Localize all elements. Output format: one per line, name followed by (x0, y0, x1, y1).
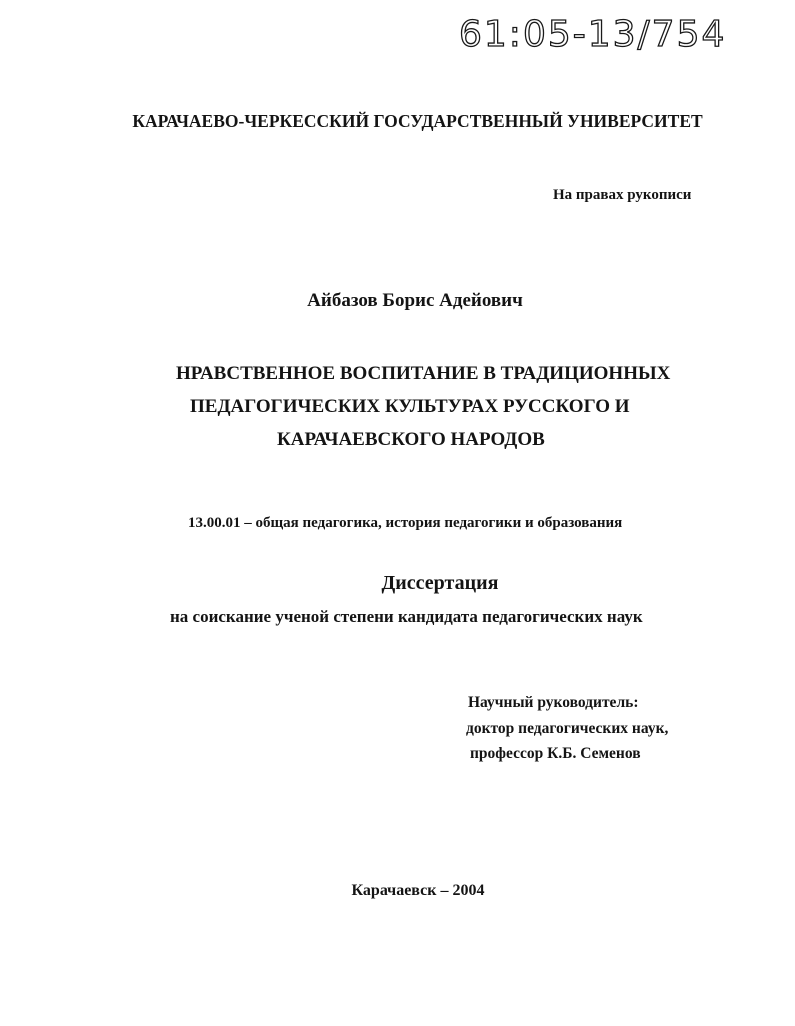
university-name: КАРАЧАЕВО-ЧЕРКЕССКИЙ ГОСУДАРСТВЕННЫЙ УНИВЕРСИТЕТ (132, 111, 703, 131)
supervisor-label: Научный руководитель: (468, 694, 639, 711)
supervisor-name: профессор К.Б. Семенов (470, 745, 641, 762)
thesis-title-line-1: НРАВСТВЕННОЕ ВОСПИТАНИЕ В ТРАДИЦИОННЫХ (176, 363, 671, 384)
place-and-year: Карачаевск – 2004 (351, 882, 485, 899)
degree-line: на соискание ученой степени кандидата педагогических наук (170, 607, 643, 626)
handwritten-archive-number (455, 8, 735, 58)
rights-note: На правах рукописи (553, 187, 692, 203)
author-name: Айбазов Борис Адейович (307, 290, 523, 311)
thesis-title-line-3: КАРАЧАЕВСКОГО НАРОДОВ (277, 429, 545, 450)
supervisor-degree: доктор педагогических наук, (466, 720, 669, 737)
archive-number-text: 61:05-13/754 (459, 14, 727, 55)
work-type: Диссертация (381, 572, 499, 594)
thesis-title-line-2: ПЕДАГОГИЧЕСКИХ КУЛЬТУРАХ РУССКОГО И (190, 396, 630, 417)
specialty-code: 13.00.01 – общая педагогика, история педагогики и образования (188, 515, 623, 531)
